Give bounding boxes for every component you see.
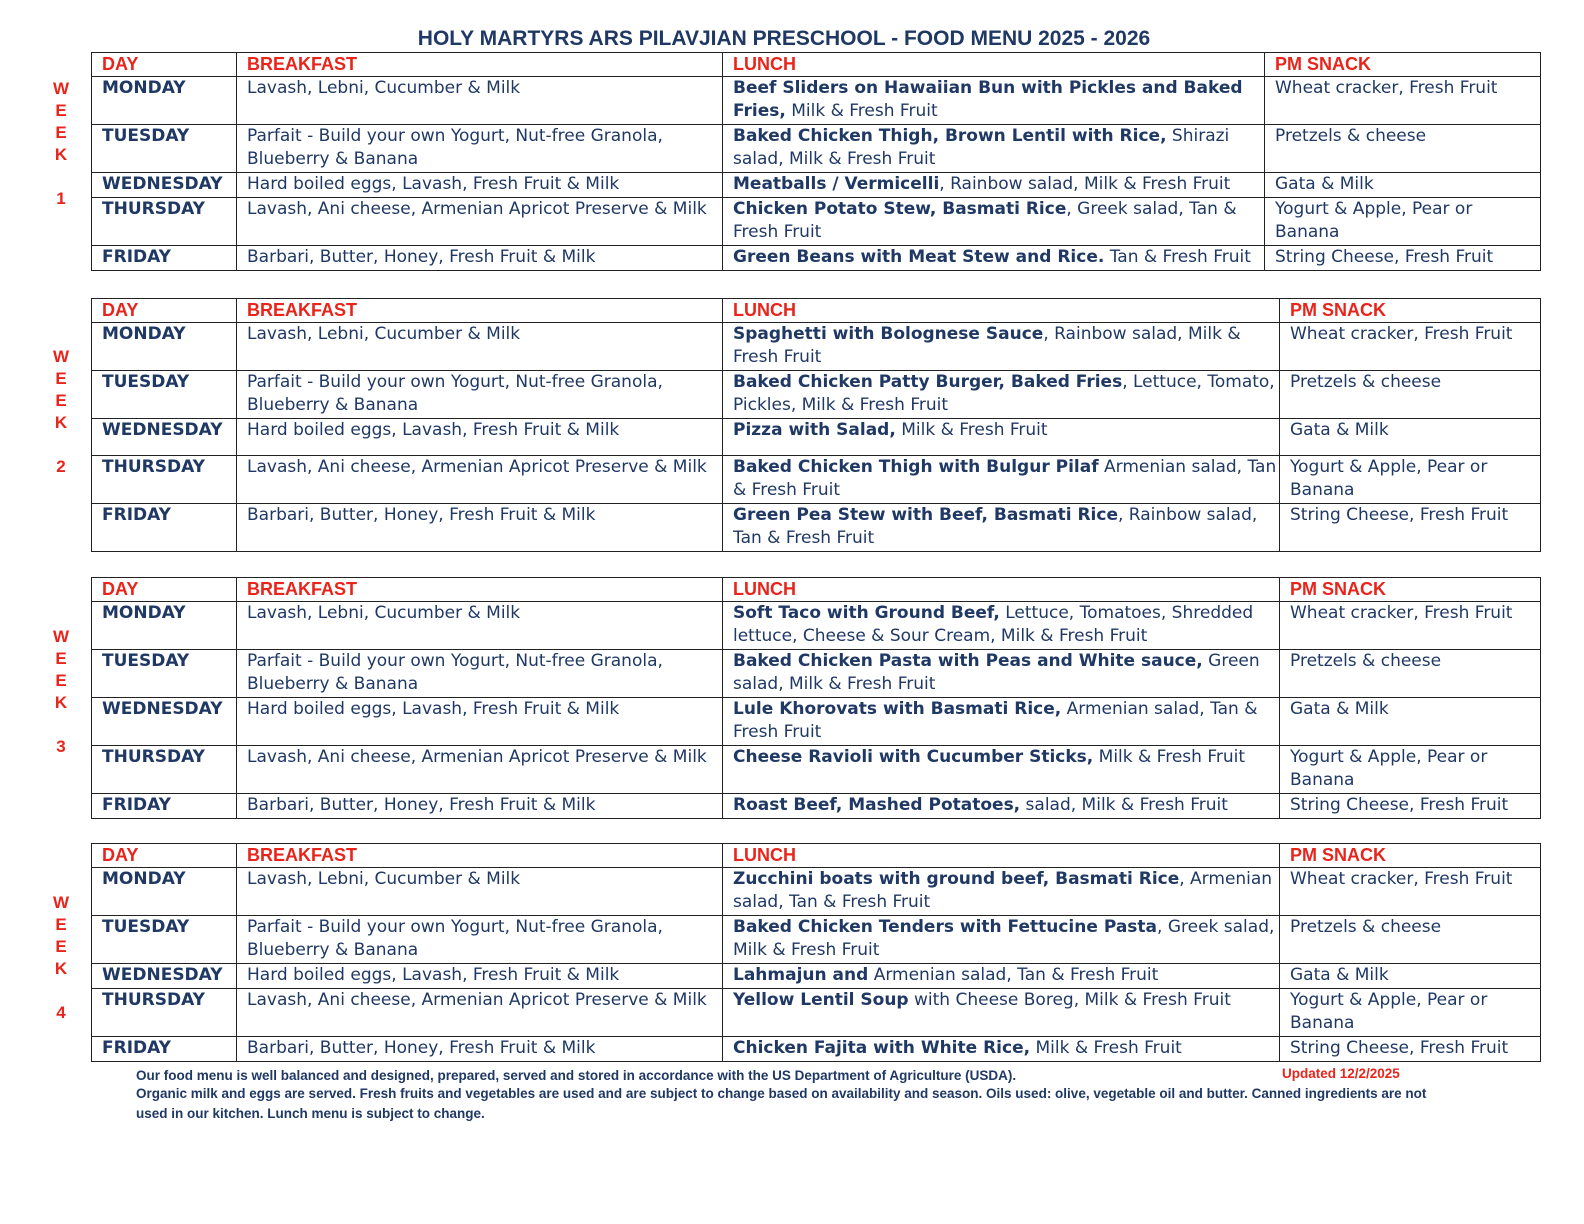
table-row (92, 794, 1541, 819)
lunch-cell (723, 916, 1280, 964)
table-row (92, 246, 1541, 271)
lunch-sides: Tan & Fresh Fruit (1104, 247, 1251, 267)
header-breakfast: BREAKFAST (237, 53, 723, 77)
breakfast-cell: Lavash, Lebni, Cucumber & Milk (237, 323, 723, 371)
lunch-main-dish: Green Beans with Meat Stew and Rice. (733, 247, 1105, 267)
week-letter: E (55, 369, 67, 388)
header-row (92, 578, 1541, 602)
header-breakfast: BREAKFAST (237, 844, 723, 868)
footer-ingredients-note: Organic milk and eggs are served. Fresh fruits and vegetables are used and are subject to change based on availability and season. Oils used: olive, vegetable oil and butter. Canned ingredients are not used in our kitchen. Lunch menu is subject to change. (136, 1086, 1427, 1121)
pm-snack-cell: Wheat cracker, Fresh Fruit (1280, 602, 1541, 650)
lunch-cell (723, 456, 1280, 504)
breakfast-cell: Lavash, Ani cheese, Armenian Apricot Preserve & Milk (237, 989, 723, 1037)
pm-snack-cell: Pretzels & cheese (1280, 650, 1541, 698)
day-cell: TUESDAY (92, 916, 237, 964)
week-letter: K (54, 145, 68, 164)
lunch-cell (723, 746, 1280, 794)
week-letter: W (52, 79, 70, 98)
week-2-menu-table (91, 298, 1541, 552)
week-letter: W (52, 627, 70, 646)
header-pm-snack: PM SNACK (1280, 299, 1541, 323)
breakfast-cell: Lavash, Ani cheese, Armenian Apricot Preserve & Milk (237, 198, 723, 246)
lunch-cell (723, 246, 1265, 271)
week-letter: K (54, 693, 68, 712)
breakfast-cell: Parfait - Build your own Yogurt, Nut-free Granola, Blueberry & Banana (237, 650, 723, 698)
lunch-cell (723, 794, 1280, 819)
breakfast-cell: Parfait - Build your own Yogurt, Nut-free Granola, Blueberry & Banana (237, 371, 723, 419)
lunch-sides: , Lettuce, Tomato, Pickles, Milk & Fresh Fruit (733, 372, 1275, 415)
lunch-cell (723, 650, 1280, 698)
lunch-main-dish: Beef Sliders on Hawaiian Bun with Pickles and Baked Fries, (733, 78, 1243, 121)
day-cell: MONDAY (92, 77, 237, 125)
lunch-cell (723, 989, 1280, 1037)
week-number: 4 (56, 1003, 66, 1022)
lunch-main-dish: Lahmajun and (733, 965, 869, 985)
day-cell: FRIDAY (92, 504, 237, 552)
day-cell: WEDNESDAY (92, 173, 237, 198)
lunch-main-dish: Yellow Lentil Soup (733, 990, 909, 1010)
table-row (92, 964, 1541, 989)
pm-snack-cell: Yogurt & Apple, Pear or Banana (1280, 456, 1541, 504)
lunch-sides: Green salad, Milk & Fresh Fruit (733, 651, 1260, 694)
lunch-main-dish: Baked Chicken Tenders with Fettucine Pasta (733, 917, 1158, 937)
breakfast-cell: Hard boiled eggs, Lavash, Fresh Fruit & Milk (237, 419, 723, 456)
header-lunch: LUNCH (723, 299, 1280, 323)
header-day: DAY (92, 53, 237, 77)
table-row (92, 419, 1541, 456)
lunch-cell (723, 698, 1280, 746)
pm-snack-cell: Wheat cracker, Fresh Fruit (1280, 868, 1541, 916)
lunch-cell (723, 323, 1280, 371)
lunch-main-dish: Chicken Fajita with White Rice, (733, 1038, 1031, 1058)
table-row (92, 746, 1541, 794)
lunch-cell (723, 173, 1265, 198)
lunch-cell (723, 77, 1265, 125)
lunch-sides: , Rainbow salad, Milk & Fresh Fruit (939, 174, 1231, 194)
lunch-cell (723, 602, 1280, 650)
header-pm-snack: PM SNACK (1280, 844, 1541, 868)
day-cell: FRIDAY (92, 1037, 237, 1062)
lunch-sides: Milk & Fresh Fruit (1030, 1038, 1182, 1058)
header-row (92, 299, 1541, 323)
table-row (92, 77, 1541, 125)
week-letter: K (54, 959, 68, 978)
breakfast-cell: Parfait - Build your own Yogurt, Nut-free Granola, Blueberry & Banana (237, 125, 723, 173)
lunch-sides: , Rainbow salad, Tan & Fresh Fruit (733, 505, 1258, 548)
breakfast-cell: Lavash, Lebni, Cucumber & Milk (237, 77, 723, 125)
lunch-sides: with Cheese Boreg, Milk & Fresh Fruit (908, 990, 1231, 1010)
lunch-sides: salad, Milk & Fresh Fruit (1020, 795, 1228, 815)
lunch-cell (723, 371, 1280, 419)
lunch-cell (723, 504, 1280, 552)
week-label-1 (50, 78, 72, 210)
page-title: HOLY MARTYRS ARS PILAVJIAN PRESCHOOL - FOOD MENU 2025 - 2026 (417, 27, 1151, 50)
week-letter: W (52, 347, 70, 366)
day-cell: WEDNESDAY (92, 964, 237, 989)
lunch-sides: , Armenian salad, Tan & Fresh Fruit (733, 869, 1273, 912)
lunch-main-dish: Roast Beef, Mashed Potatoes, (733, 795, 1021, 815)
day-cell: THURSDAY (92, 198, 237, 246)
pm-snack-cell: Gata & Milk (1280, 419, 1541, 456)
breakfast-cell: Barbari, Butter, Honey, Fresh Fruit & Milk (237, 794, 723, 819)
week-number: 1 (56, 189, 66, 208)
table-row (92, 371, 1541, 419)
footer-usda-note: Our food menu is well balanced and designed, prepared, served and stored in accordance with the US Department of Agriculture (USDA). (136, 1068, 1017, 1083)
breakfast-cell: Lavash, Lebni, Cucumber & Milk (237, 602, 723, 650)
lunch-cell (723, 868, 1280, 916)
header-pm-snack: PM SNACK (1265, 53, 1541, 77)
week-number: 2 (56, 457, 66, 476)
week-letter: E (55, 101, 67, 120)
lunch-main-dish: Green Pea Stew with Beef, Basmati Rice (733, 505, 1118, 525)
breakfast-cell: Barbari, Butter, Honey, Fresh Fruit & Milk (237, 504, 723, 552)
lunch-main-dish: Baked Chicken Thigh with Bulgur Pilaf (733, 457, 1099, 477)
day-cell: MONDAY (92, 602, 237, 650)
pm-snack-cell: Wheat cracker, Fresh Fruit (1280, 323, 1541, 371)
day-cell: TUESDAY (92, 125, 237, 173)
week-letter: E (55, 915, 67, 934)
header-breakfast: BREAKFAST (237, 578, 723, 602)
header-day: DAY (92, 299, 237, 323)
pm-snack-cell: Gata & Milk (1280, 964, 1541, 989)
day-cell: WEDNESDAY (92, 419, 237, 456)
breakfast-cell: Hard boiled eggs, Lavash, Fresh Fruit & Milk (237, 964, 723, 989)
lunch-sides: Shirazi salad, Milk & Fresh Fruit (733, 126, 1230, 169)
week-label-4 (50, 892, 72, 1024)
week-letter: E (55, 391, 67, 410)
table-row (92, 323, 1541, 371)
lunch-cell (723, 964, 1280, 989)
week-1-menu-table (91, 52, 1541, 271)
lunch-sides: Milk & Fresh Fruit (785, 101, 938, 121)
lunch-main-dish: Meatballs / Vermicelli (733, 174, 940, 194)
day-cell: MONDAY (92, 323, 237, 371)
lunch-main-dish: Baked Chicken Patty Burger, Baked Fries (733, 372, 1123, 392)
header-row (92, 53, 1541, 77)
pm-snack-cell: Pretzels & cheese (1280, 916, 1541, 964)
breakfast-cell: Parfait - Build your own Yogurt, Nut-free Granola, Blueberry & Banana (237, 916, 723, 964)
breakfast-cell: Hard boiled eggs, Lavash, Fresh Fruit & Milk (237, 173, 723, 198)
table-row (92, 916, 1541, 964)
breakfast-cell: Barbari, Butter, Honey, Fresh Fruit & Milk (237, 246, 723, 271)
table-row (92, 173, 1541, 198)
week-4-menu-table (91, 843, 1541, 1062)
lunch-main-dish: Spaghetti with Bolognese Sauce (733, 324, 1044, 344)
header-lunch: LUNCH (723, 578, 1280, 602)
pm-snack-cell: Yogurt & Apple, Pear or Banana (1265, 198, 1541, 246)
table-row (92, 698, 1541, 746)
lunch-cell (723, 419, 1280, 456)
week-number: 3 (56, 737, 66, 756)
week-letter: W (52, 893, 70, 912)
lunch-cell (723, 198, 1265, 246)
week-letter: E (55, 937, 67, 956)
table-row (92, 198, 1541, 246)
week-3-menu-table (91, 577, 1541, 819)
updated-date: Updated 12/2/2025 (1282, 1066, 1400, 1081)
header-breakfast: BREAKFAST (237, 299, 723, 323)
header-lunch: LUNCH (723, 53, 1265, 77)
lunch-main-dish: Lule Khorovats with Basmati Rice, (733, 699, 1062, 719)
week-label-3 (50, 626, 72, 758)
lunch-cell (723, 125, 1265, 173)
table-row (92, 989, 1541, 1037)
pm-snack-cell: String Cheese, Fresh Fruit (1280, 794, 1541, 819)
table-row (92, 125, 1541, 173)
pm-snack-cell: String Cheese, Fresh Fruit (1280, 1037, 1541, 1062)
pm-snack-cell: Yogurt & Apple, Pear or Banana (1280, 989, 1541, 1037)
lunch-main-dish: Baked Chicken Thigh, Brown Lentil with Rice, (733, 126, 1167, 146)
lunch-sides: Armenian salad, Tan & Fresh Fruit (733, 699, 1258, 742)
day-cell: MONDAY (92, 868, 237, 916)
table-row (92, 1037, 1541, 1062)
table-row (92, 650, 1541, 698)
pm-snack-cell: Gata & Milk (1280, 698, 1541, 746)
lunch-main-dish: Soft Taco with Ground Beef, (733, 603, 1000, 623)
header-row (92, 844, 1541, 868)
day-cell: THURSDAY (92, 456, 237, 504)
week-letter: E (55, 671, 67, 690)
lunch-sides: , Greek salad, Tan & Fresh Fruit (733, 199, 1237, 242)
pm-snack-cell: Yogurt & Apple, Pear or Banana (1280, 746, 1541, 794)
day-cell: FRIDAY (92, 246, 237, 271)
lunch-sides: , Rainbow salad, Milk & Fresh Fruit (733, 324, 1241, 367)
breakfast-cell: Hard boiled eggs, Lavash, Fresh Fruit & Milk (237, 698, 723, 746)
header-day: DAY (92, 844, 237, 868)
lunch-sides: Armenian salad, Tan & Fresh Fruit (733, 457, 1277, 500)
lunch-sides: Armenian salad, Tan & Fresh Fruit (868, 965, 1159, 985)
table-row (92, 504, 1541, 552)
lunch-cell (723, 1037, 1280, 1062)
table-row (92, 868, 1541, 916)
pm-snack-cell: String Cheese, Fresh Fruit (1280, 504, 1541, 552)
lunch-main-dish: Zucchini boats with ground beef, Basmati Rice (733, 869, 1180, 889)
lunch-sides: Lettuce, Tomatoes, Shredded lettuce, Cheese & Sour Cream, Milk & Fresh Fruit (733, 603, 1254, 646)
header-lunch: LUNCH (723, 844, 1280, 868)
header-pm-snack: PM SNACK (1280, 578, 1541, 602)
week-letter: K (54, 413, 68, 432)
table-row (92, 602, 1541, 650)
week-letter: E (55, 649, 67, 668)
lunch-sides: , Greek salad, Milk & Fresh Fruit (733, 917, 1275, 960)
lunch-main-dish: Cheese Ravioli with Cucumber Sticks, (733, 747, 1094, 767)
table-row (92, 456, 1541, 504)
day-cell: THURSDAY (92, 989, 237, 1037)
day-cell: TUESDAY (92, 371, 237, 419)
pm-snack-cell: Pretzels & cheese (1280, 371, 1541, 419)
lunch-main-dish: Pizza with Salad, (733, 420, 896, 440)
lunch-sides: Milk & Fresh Fruit (1093, 747, 1246, 767)
breakfast-cell: Lavash, Ani cheese, Armenian Apricot Preserve & Milk (237, 456, 723, 504)
day-cell: FRIDAY (92, 794, 237, 819)
breakfast-cell: Lavash, Lebni, Cucumber & Milk (237, 868, 723, 916)
lunch-main-dish: Chicken Potato Stew, Basmati Rice (733, 199, 1067, 219)
day-cell: THURSDAY (92, 746, 237, 794)
lunch-main-dish: Baked Chicken Pasta with Peas and White sauce, (733, 651, 1203, 671)
header-day: DAY (92, 578, 237, 602)
pm-snack-cell: String Cheese, Fresh Fruit (1265, 246, 1541, 271)
week-label-2 (50, 346, 72, 478)
pm-snack-cell: Gata & Milk (1265, 173, 1541, 198)
pm-snack-cell: Pretzels & cheese (1265, 125, 1541, 173)
breakfast-cell: Lavash, Ani cheese, Armenian Apricot Preserve & Milk (237, 746, 723, 794)
breakfast-cell: Barbari, Butter, Honey, Fresh Fruit & Milk (237, 1037, 723, 1062)
day-cell: WEDNESDAY (92, 698, 237, 746)
week-letter: E (55, 123, 67, 142)
day-cell: TUESDAY (92, 650, 237, 698)
lunch-sides: Milk & Fresh Fruit (895, 420, 1048, 440)
pm-snack-cell: Wheat cracker, Fresh Fruit (1265, 77, 1541, 125)
